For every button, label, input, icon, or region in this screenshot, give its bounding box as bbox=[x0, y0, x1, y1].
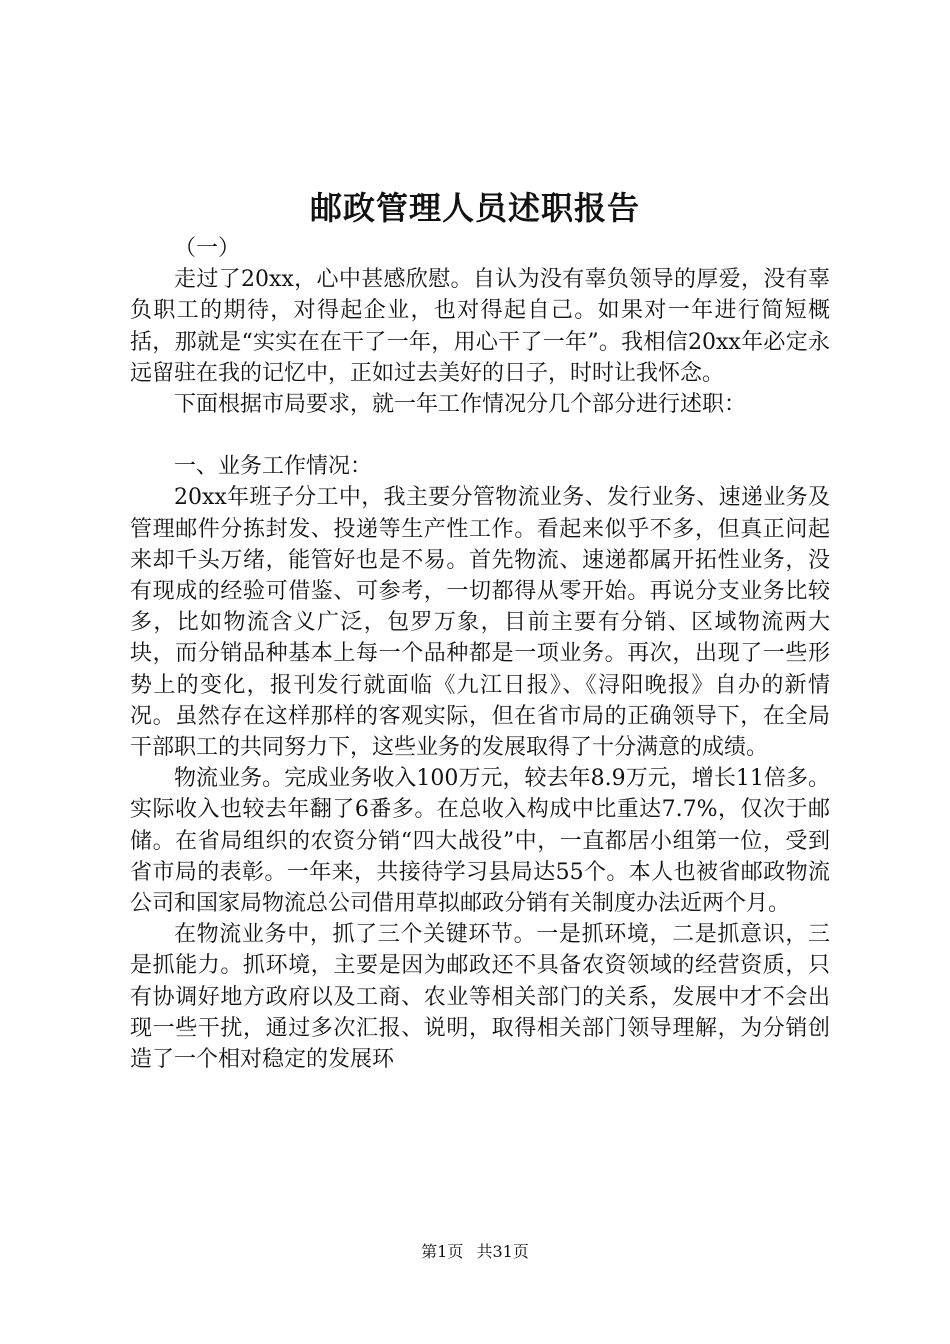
blank-line bbox=[130, 420, 830, 451]
page-total: 共31页 bbox=[476, 1242, 529, 1261]
page-number: 第1页 bbox=[421, 1242, 464, 1261]
paragraph-logistics: 物流业务。完成业务收入100万元，较去年8.9万元，增长11倍多。实际收入也较去年翻了6番多。在总收入构成中比重达7.7%，仅次于邮储。在省局组织的农资分销“四大战役”中，一直都居小组第一位，受到省市局的表彰。一年来，共接待学习县局达55个。本人也被省邮政物流公司和国家局物流总公司借用草拟邮政分销有关制度办法近两个月。 bbox=[130, 766, 830, 917]
page-footer bbox=[0, 1240, 950, 1264]
document-title: 邮政管理人员述职报告 bbox=[309, 189, 640, 227]
paragraph-key-links: 在物流业务中，抓了三个关键环节。一是抓环境，二是抓意识，三是抓能力。抓环境，主要是因为邮政还不具备农资领域的经营资质，只有协调好地方政府以及工商、农业等相关部门的关系，发展中才不会出现一些干扰，通过多次汇报、说明，取得相关部门领导理解，为分销创造了一个相对稳定的发展环 bbox=[130, 922, 830, 1073]
document-body bbox=[130, 233, 830, 1075]
section-number: （一） bbox=[174, 236, 241, 261]
paragraph-work-overview: 20xx年班子分工中，我主要分管物流业务、发行业务、速递业务及管理邮件分拣封发、投递等生产性工作。看起来似乎不多，但真正问起来却千头万绪，能管好也是不易。首先物流、速递都属开拓性业务，没有现成的经验可借鉴、可参考，一切都得从零开始。再说分支业务比较多，比如物流含义广泛，包罗万象，目前主要有分销、区域物流两大块，而分销品种基本上每一个品种都是一项业务。再次，出现了一些形势上的变化，报刊发行就面临《九江日报》、《浔阳晚报》自办的新情况。虽然存在这样那样的客观实际，但在省市局的正确领导下，在全局干部职工的共同努力下，这些业务的发展取得了十分满意的成绩。 bbox=[130, 485, 830, 761]
paragraph-outline: 下面根据市局要求，就一年工作情况分几个部分进行述职： bbox=[174, 392, 747, 418]
paragraph-intro: 走过了20xx，心中甚感欣慰。自认为没有辜负领导的厚爱，没有辜负职工的期待，对得起企业，也对得起自己。如果对一年进行简短概括，那就是“实实在在干了一年，用心干了一年”。我相信20xx年必定永远留驻在我的记忆中，正如过去美好的日子，时时让我怀念。 bbox=[130, 267, 830, 386]
section-heading: 一、业务工作情况： bbox=[174, 454, 373, 480]
